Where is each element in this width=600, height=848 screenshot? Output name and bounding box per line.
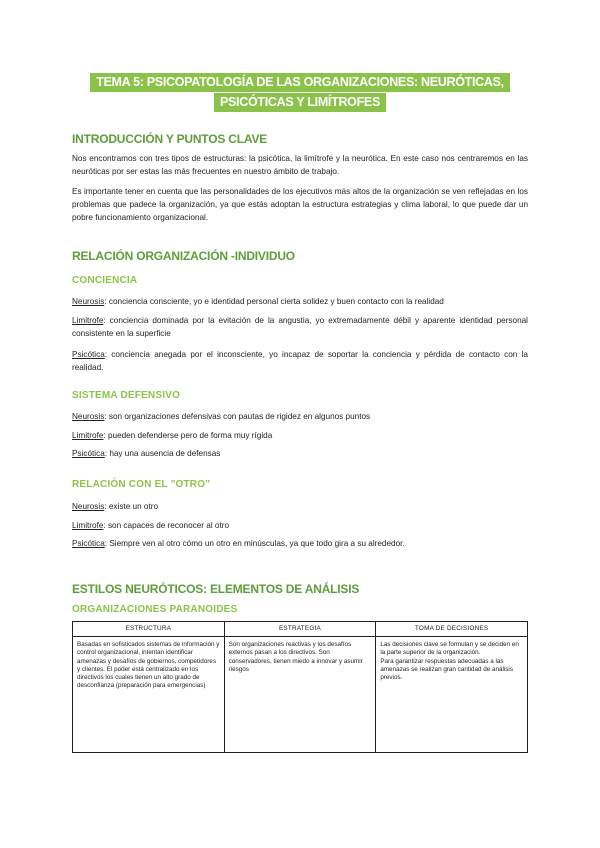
conciencia-item-psicotica: Psicótica: conciencia anegada por el inconsciente, yo incapaz de soportar la conciencia y pérdida de contacto con la realidad.	[72, 350, 528, 372]
table-cell-estructura: Basadas en sofisticados sistemas de información y control organizacional, intentan identificar amenazas y desafíos de gobiernos, competidores y clientes. El poder está centralizado en los directivos los cuales tienen un alto grado de desconfianza (preparación para emergencias)	[73, 637, 225, 753]
paranoides-table-wrap	[72, 621, 528, 753]
table-cell-estrategia: Son organizaciones reactivas y los desafíos externos pasan a los directivos. Son conservadores, tienen miedo a innovar y asumir riesgos	[224, 637, 376, 753]
sistema-item-limitrofe: Limitrofe: pueden defenderse pero de forma muy rígida	[72, 431, 273, 440]
table-header-estructura: ESTRUCTURA	[73, 622, 225, 637]
document-title	[72, 72, 528, 112]
table-header-estrategia: ESTRATEGIA	[224, 622, 376, 637]
sistema-item-neurosis: Neurosis: son organizaciones defensivas con pautas de rigidez en algunos puntos	[72, 412, 371, 421]
title-line-1: TEMA 5: PSICOPATOLOGÍA DE LAS ORGANIZACIONES: NEURÓTICAS,	[90, 73, 510, 92]
table-header-row	[73, 622, 528, 637]
relacion-otro-heading: RELACIÓN CON EL "OTRO"	[72, 479, 211, 490]
table-header-toma-decisiones: TOMA DE DECISIONES	[376, 622, 528, 637]
conciencia-item-limitrofe: Limitrofe: conciencia dominada por la evitación de la angustia, yo extremadamente débil y aparente identidad personal consistente en la superficie	[72, 316, 528, 338]
conciencia-item-neurosis: Neurosis: conciencia consciente, yo e identidad personal cierta solidez y buen contacto con la realidad	[72, 297, 444, 306]
intro-paragraph-1: Nos encontramos con tres tipos de estructuras: la psicótica, la limítrofe y la neurótica. En este caso nos centraremos en las neuróticas por ser estas las más frecuentes en nuestro ámbito de trabajo.	[72, 154, 528, 176]
paranoides-heading: ORGANIZACIONES PARANOIDES	[72, 604, 238, 615]
conciencia-heading: CONCIENCIA	[72, 275, 138, 286]
otro-item-neurosis: Neurosis: existe un otro	[72, 502, 159, 511]
estilos-heading: ESTILOS NEURÓTICOS: ELEMENTOS DE ANÁLISIS	[72, 582, 360, 596]
table-row	[73, 637, 528, 753]
otro-item-psicotica: Psicótica: Siempre ven al otro cómo un otro en minúsculas, ya que todo gira a su alrededor.	[72, 539, 405, 548]
intro-heading: INTRODUCCIÓN Y PUNTOS CLAVE	[72, 132, 268, 146]
intro-paragraph-2: Es importante tener en cuenta que las personalidades de los ejecutivos más altos de la organización se ven reflejadas en los problemas que padece la organización, ya que estás adoptan la estructura estrategias y clima laboral, lo que puede dar un pobre funcionamiento organizacional.	[72, 187, 528, 222]
otro-item-limitrofe: Limitrofe: son capaces de reconocer al otro	[72, 521, 230, 530]
relacion-heading: RELACIÓN ORGANIZACIÓN -INDIVIDUO	[72, 249, 295, 263]
title-line-2: PSICÓTICAS Y LIMÍTROFES	[214, 93, 386, 112]
table-cell-toma-decisiones: Las decisiones clave se formulan y se deciden en la parte superior de la organización. Para garantizar respuestas adecuadas a las amenazas se realizan gran cantidad de análisis previos.	[376, 637, 528, 753]
sistema-defensivo-heading: SISTEMA DEFENSIVO	[72, 390, 181, 401]
paranoides-table	[72, 621, 528, 753]
sistema-item-psicotica: Psicótica: hay una ausencia de defensas	[72, 449, 221, 458]
